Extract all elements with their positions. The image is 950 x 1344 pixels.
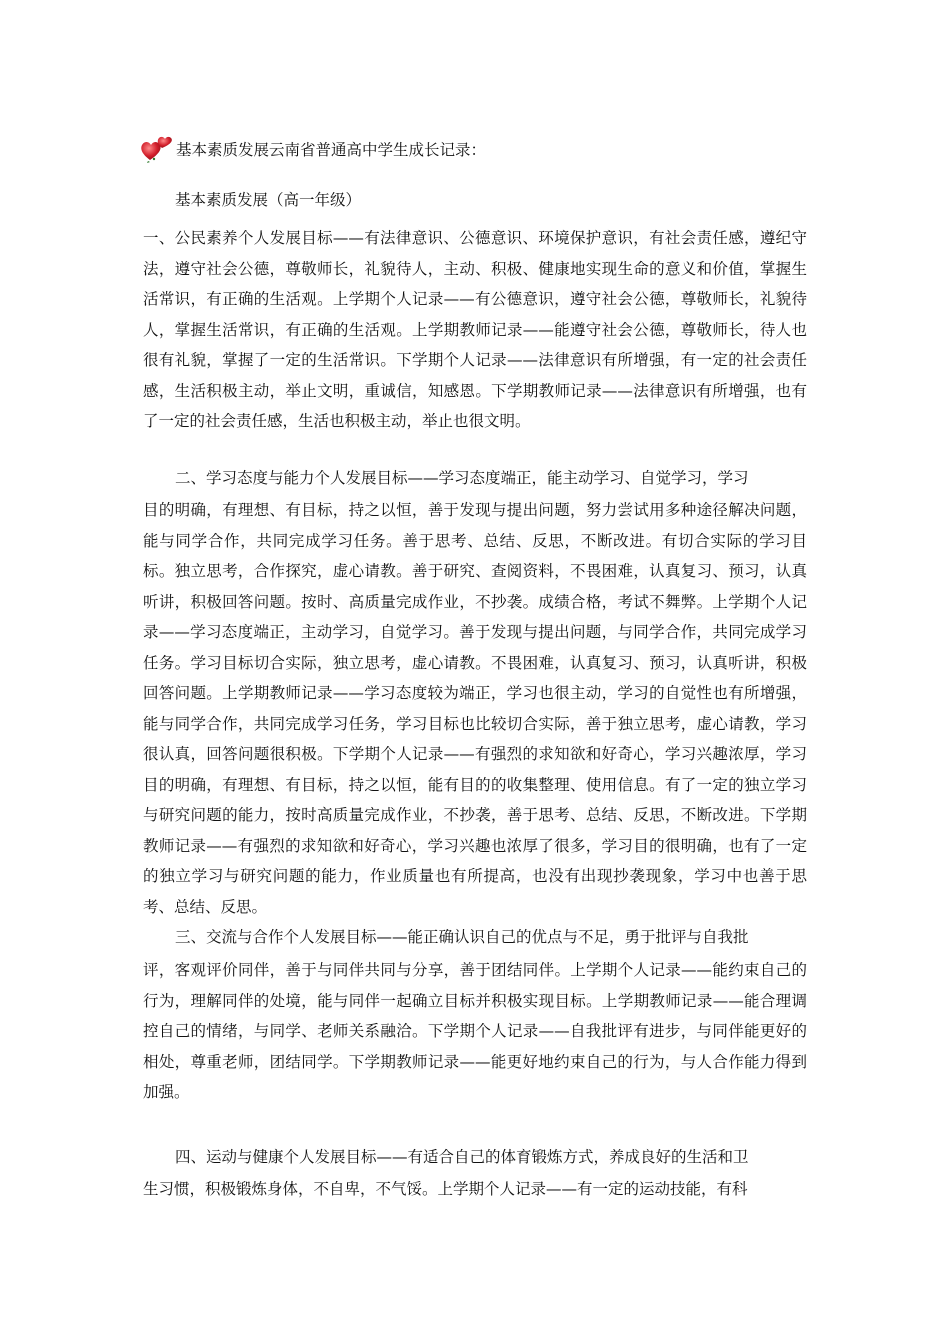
paragraph-communication-first-line: [143, 922, 807, 953]
paragraph-line: 四、运动与健康个人发展目标——有适合自己的体育锻炼方式，养成良好的生活和卫: [175, 1148, 749, 1166]
paragraph-learning-attitude-first-line: [143, 463, 807, 494]
paragraph-civic-literacy: 一、公民素养个人发展目标——有法律意识、公德意识、环境保护意识，有社会责任感，遵纪守法，遵守社会公德，尊敬师长，礼貌待人，主动、积极、健康地实现生命的意义和价值，掌握生活常识，有正确的生活观。上学期个人记录——有公德意识，遵守社会公德，尊敬师长，礼貌待人，掌握生活常识，有正确的生活观。上学期教师记录——能遵守社会公德，尊敬师长，待人也很有礼貌，掌握了一定的生活常识。下学期个人记录——法律意识有所增强，有一定的社会责任感，生活积极主动，举止文明，重诚信，知感恩。下学期教师记录——法律意识有所增强，也有了一定的社会责任感，生活也积极主动，举止也很文明。: [143, 229, 807, 430]
paragraph-sports-health: 生习惯，积极锻炼身体，不自卑，不气馁。上学期个人记录——有一定的运动技能，有科: [143, 1180, 748, 1198]
paragraph-learning-attitude: 目的明确，有理想、有目标，持之以恒，善于发现与提出问题，努力尝试用多种途径解决问题，能与同学合作，共同完成学习任务。善于思考、总结、反思，不断改进。有切合实际的学习目标。独立思考，合作探究，虚心请教。善于研究、查阅资料，不畏困难，认真复习、预习，认真听讲，积极回答问题。按时、高质量完成作业，不抄袭。成绩合格，考试不舞弊。上学期个人记录——学习态度端正，主动学习，自觉学习。善于发现与提出问题，与同学合作，共同完成学习任务。学习目标切合实际，独立思考，虚心请教。不畏困难，认真复习、预习，认真听讲，积极回答问题。上学期教师记录——学习态度较为端正，学习也很主动，学习的自觉性也有所增强，能与同学合作，共同完成学习任务，学习目标也比较切合实际，善于独立思考，虚心请教，学习很认真，回答问题很积极。下学期个人记录——有强烈的求知欲和好奇心，学习兴趣浓厚，学习目的明确，有理想、有目标，持之以恒，能有目的的收集整理、使用信息。有了一定的独立学习与研究问题的能力，按时高质量完成作业，不抄袭，善于思考、总结、反思，不断改进。下学期教师记录——有强烈的求知欲和好奇心，学习兴趣也浓厚了很多，学习目的很明确，也有了一定的独立学习与研究问题的能力，作业质量也有所提高，也没有出现抄袭现象，学习中也善于思考、总结、反思。: [143, 501, 807, 916]
heading-text: 基本素质发展云南省普通高中学生成长记录：: [176, 141, 487, 159]
paragraph-line: 二、学习态度与能力个人发展目标——学习态度端正，能主动学习、自觉学习，学习: [175, 469, 749, 487]
document-heading: [140, 133, 486, 165]
paragraph-line: 三、交流与合作个人发展目标——能正确认识自己的优点与不足，勇于批评与自我批: [175, 928, 749, 946]
paragraph-sports-health-first-line: [143, 1142, 807, 1173]
hearts-decoration-icon: [140, 134, 176, 164]
paragraph-communication: 评，客观评价同伴，善于与同伴共同与分享，善于团结同伴。上学期个人记录——能约束自己的行为，理解同伴的处境，能与同伴一起确立目标并积极实现目标。上学期教师记录——能合理调控自己的情绪，与同学、老师关系融洽。下学期个人记录——自我批评有进步，与同伴能更好的相处，尊重老师，团结同学。下学期教师记录——能更好地约束自己的行为，与人合作能力得到加强。: [143, 961, 807, 1101]
section-subheading: 基本素质发展（高一年级）: [175, 191, 362, 209]
